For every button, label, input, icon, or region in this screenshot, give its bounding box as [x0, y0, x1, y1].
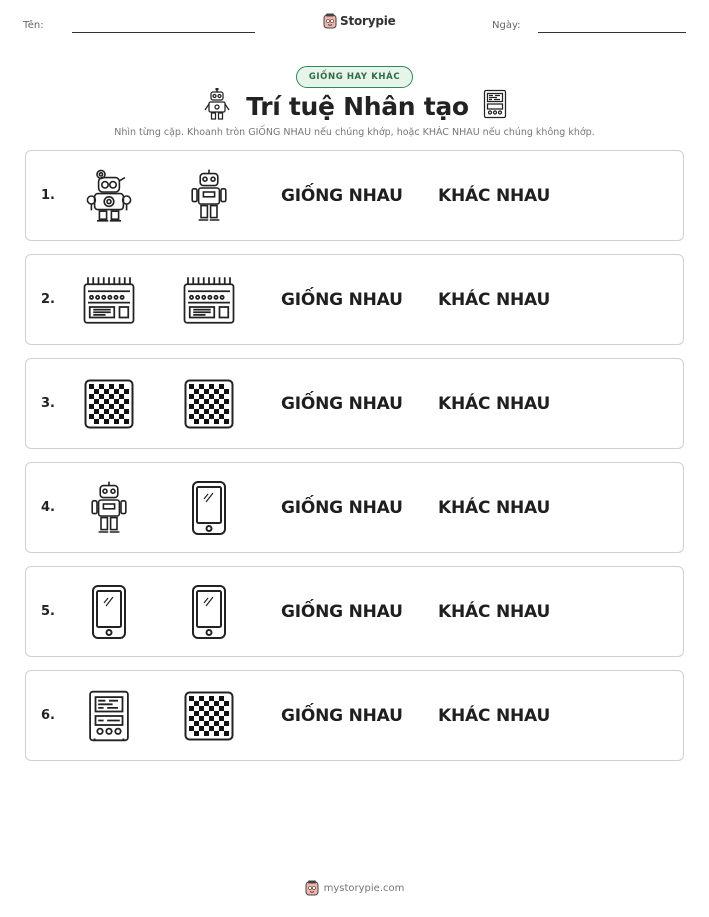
brand-name: Storypie: [340, 14, 396, 28]
chessboard-icon: [79, 359, 139, 448]
same-option[interactable]: GIỐNG NHAU: [281, 185, 403, 206]
brand-logo: [323, 13, 396, 29]
instructions: Nhìn từng cặp. Khoanh tròn GIỐNG NHAU nếu chúng khớp, hoặc KHÁC NHAU nếu chúng không khớp.: [114, 127, 595, 138]
same-option[interactable]: GIỐNG NHAU: [281, 705, 403, 726]
footer-url[interactable]: mystorypie.com: [323, 882, 405, 894]
different-option[interactable]: KHÁC NHAU: [438, 601, 551, 622]
robot-icon: [179, 151, 239, 240]
date-line[interactable]: [538, 32, 686, 33]
name-label: Tên:: [23, 20, 44, 31]
different-option[interactable]: KHÁC NHAU: [438, 705, 551, 726]
row-number: 4.: [41, 500, 55, 515]
row-number: 6.: [41, 708, 55, 723]
different-option[interactable]: KHÁC NHAU: [438, 289, 551, 310]
vending-machine-icon: [79, 255, 139, 344]
row-number: 5.: [41, 604, 55, 619]
title-row: [0, 88, 709, 124]
circuit-board-icon: [79, 671, 139, 760]
storypie-mascot-icon: [323, 13, 337, 29]
question-row-3: [25, 358, 684, 449]
different-option[interactable]: KHÁC NHAU: [438, 497, 551, 518]
name-line[interactable]: [72, 32, 255, 33]
page-title: Trí tuệ Nhân tạo: [246, 91, 469, 121]
vending-machine-icon: [179, 255, 239, 344]
row-number: 2.: [41, 292, 55, 307]
same-option[interactable]: GIỐNG NHAU: [281, 289, 403, 310]
title-robot-icon: [202, 88, 232, 124]
chessboard-icon: [179, 671, 239, 760]
row-number: 1.: [41, 188, 55, 203]
robot-steampunk-icon: [79, 151, 139, 240]
chessboard-icon: [179, 359, 239, 448]
robot-icon: [79, 463, 139, 552]
smartphone-icon: [79, 567, 139, 656]
worksheet-type-badge: GIỐNG HAY KHÁC: [296, 66, 413, 88]
question-row-4: [25, 462, 684, 553]
question-row-1: [25, 150, 684, 241]
different-option[interactable]: KHÁC NHAU: [438, 185, 551, 206]
smartphone-icon: [179, 567, 239, 656]
date-label: Ngày:: [492, 20, 521, 31]
question-row-2: [25, 254, 684, 345]
same-option[interactable]: GIỐNG NHAU: [281, 601, 403, 622]
different-option[interactable]: KHÁC NHAU: [438, 393, 551, 414]
title-circuit-board-icon: [483, 89, 507, 123]
storypie-mascot-icon: [305, 880, 319, 896]
question-row-6: [25, 670, 684, 761]
same-option[interactable]: GIỐNG NHAU: [281, 393, 403, 414]
question-row-5: [25, 566, 684, 657]
footer: [0, 880, 709, 896]
row-number: 3.: [41, 396, 55, 411]
smartphone-icon: [179, 463, 239, 552]
same-option[interactable]: GIỐNG NHAU: [281, 497, 403, 518]
